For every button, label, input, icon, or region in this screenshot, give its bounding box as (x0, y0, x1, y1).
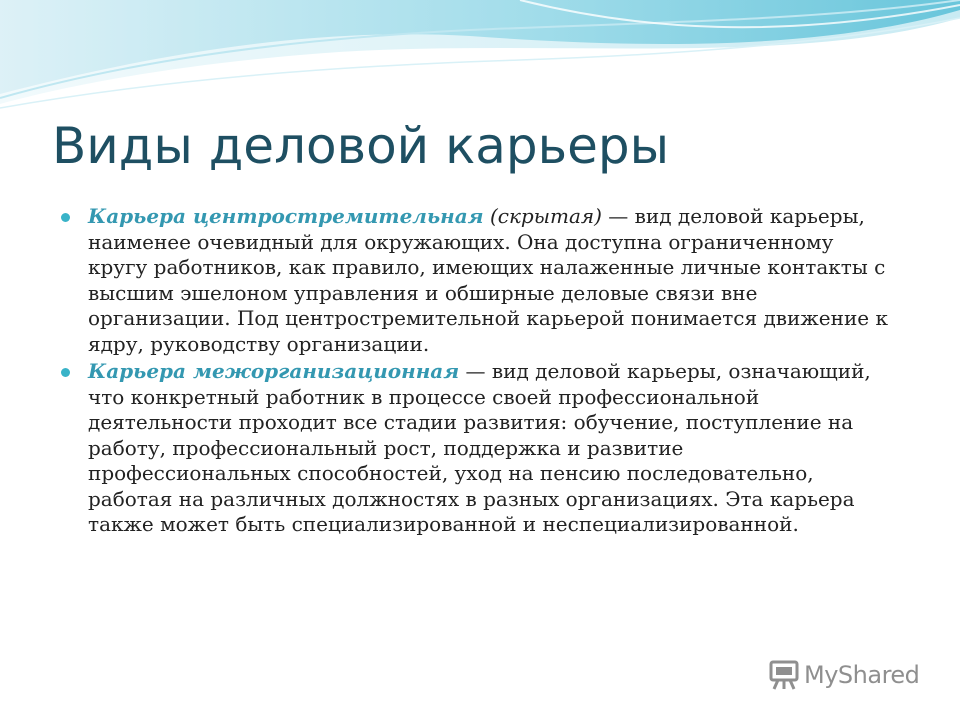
bullet-item (60, 359, 890, 538)
myshared-watermark (768, 658, 919, 692)
bullet-term: Карьера центростремительная (88, 204, 484, 228)
bullet-text: — вид деловой карьеры, наименее очевидный для окружающих. Она доступна ограниченному кругу работников, как правило, имеющих налаженные личные контакты с высшим эшелоном управления и обширные деловые связи вне организации. Под центростремительной карьерой понимается движение к ядру, руководству организации. (88, 204, 888, 356)
bullet-text: — вид деловой карьеры, означающий, что конкретный работник в процессе своей профессиональной деятельности проходит все стадии развития: обучение, поступление на работу, профессиональный рост, поддержка и развитие профессиональных способностей, уход на пенсию последовательно, работая на различных должностях в разных организациях. Эта карьера также может быть специализированной и неспециализированной. (88, 359, 871, 536)
bullet-dot-icon (61, 368, 70, 377)
bullet-list (60, 204, 890, 540)
slide-title: Виды деловой карьеры (52, 117, 670, 175)
bullet-dot-icon (61, 213, 70, 222)
bullet-term-qualifier: (скрытая) (483, 204, 602, 228)
bullet-item (60, 204, 890, 357)
bullet-term: Карьера межорганизационная (88, 359, 460, 383)
presentation-board-icon (768, 659, 800, 691)
watermark-text: MyShared (804, 661, 920, 689)
